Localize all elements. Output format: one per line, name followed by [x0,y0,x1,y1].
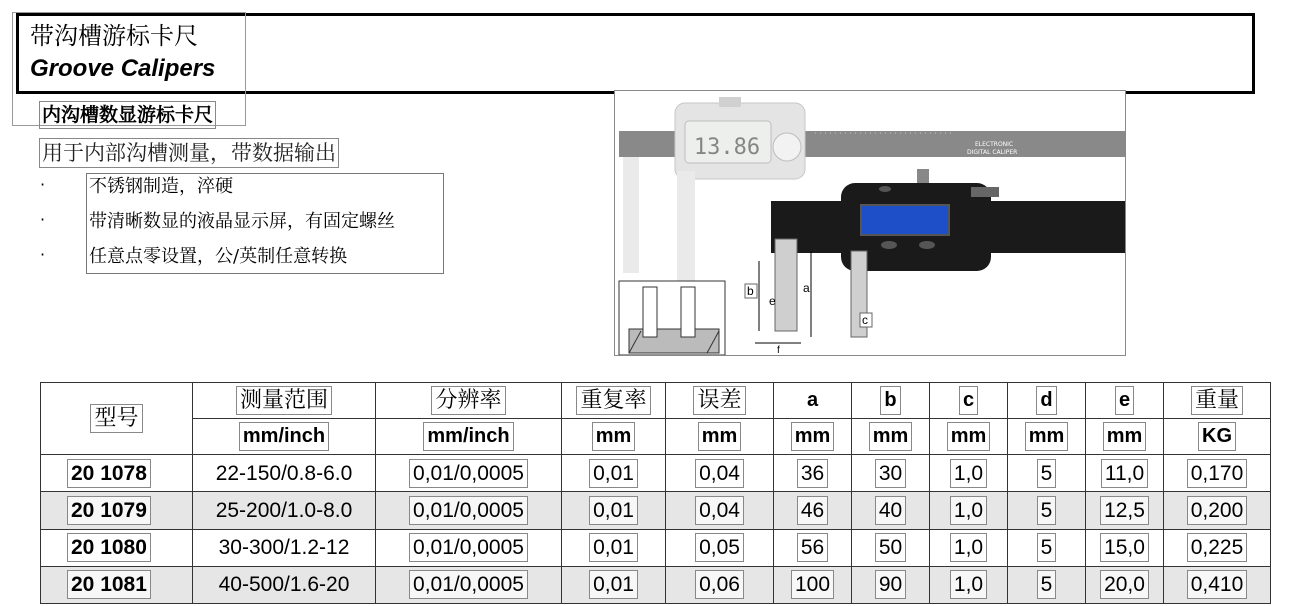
feature-text: 不锈钢制造，淬硬 [89,176,233,197]
lock-screw [917,169,929,183]
header-repeatability: 重复率 [562,383,666,419]
unit-repeatability: mm [562,419,666,455]
cell-repeatability: 0,01 [562,566,666,603]
cell-b: 30 [852,455,930,492]
header-a: a [774,383,852,419]
unit-range: mm/inch [193,419,376,455]
table-unit-row [41,419,1271,455]
cell-range: 25-200/1.0-8.0 [193,492,376,529]
cell-d: 5 [1008,492,1086,529]
cell-e: 12,5 [1086,492,1164,529]
cell-e: 20,0 [1086,566,1164,603]
groove-inset [619,281,725,355]
table-row [41,566,1271,603]
table-header-row [41,383,1271,419]
feature-text: 带清晰数显的液晶显示屏，有固定螺丝 [89,211,395,232]
cell-model: 20 1078 [41,455,193,492]
cell-resolution: 0,01/0,0005 [376,492,562,529]
dim-label-c: c [862,313,868,327]
cell-repeatability: 0,01 [562,492,666,529]
cell-e: 15,0 [1086,529,1164,566]
cell-range: 22-150/0.8-6.0 [193,455,376,492]
feature-item [40,208,445,240]
unit-b: mm [852,419,930,455]
cell-c: 1,0 [930,455,1008,492]
cell-b: 90 [852,566,930,603]
caliper-drawing [745,169,1126,356]
unit-a: mm [774,419,852,455]
feature-item [40,173,445,205]
header-range: 测量范围 [193,383,376,419]
scale-text-1: ELECTRONIC [975,141,1014,148]
unit-error: mm [666,419,774,455]
cell-d: 5 [1008,566,1086,603]
cell-b: 50 [852,529,930,566]
table-row [41,455,1271,492]
page-title-chinese: 带沟槽游标卡尺 [30,22,198,50]
header-d: d [1008,383,1086,419]
caliper-illustration [615,91,1126,356]
dim-label-f: f [777,345,780,356]
dim-label-e: e [769,294,776,308]
cell-range: 30-300/1.2-12 [193,529,376,566]
cell-a: 100 [774,566,852,603]
unit-weight: KG [1164,419,1271,455]
unit-d: mm [1008,419,1086,455]
product-subtitle: 内沟槽数显游标卡尺 [39,101,216,129]
header-e: e [1086,383,1164,419]
spec-table [40,382,1271,604]
cell-e: 11,0 [1086,455,1164,492]
table-row [41,529,1271,566]
table-row [41,492,1271,529]
dim-label-a: a [803,281,810,295]
cell-error: 0,06 [666,566,774,603]
cell-weight: 0,200 [1164,492,1271,529]
product-image [614,90,1126,356]
cell-resolution: 0,01/0,0005 [376,529,562,566]
unit-e: mm [1086,419,1164,455]
cell-model: 20 1079 [41,492,193,529]
cell-resolution: 0,01/0,0005 [376,566,562,603]
header-resolution: 分辨率 [376,383,562,419]
bullet: · [40,175,46,194]
cell-c: 1,0 [930,529,1008,566]
cell-weight: 0,225 [1164,529,1271,566]
cell-weight: 0,410 [1164,566,1271,603]
cell-error: 0,04 [666,455,774,492]
cell-model: 20 1080 [41,529,193,566]
cell-repeatability: 0,01 [562,529,666,566]
bullet: · [40,245,46,264]
cell-a: 56 [774,529,852,566]
cell-c: 1,0 [930,492,1008,529]
cell-a: 36 [774,455,852,492]
scale-text-2: DIGITAL CALIPER [967,149,1018,156]
bullet: · [40,210,46,229]
feature-item [40,243,445,275]
header-model: 型号 [41,383,193,455]
feature-text: 任意点零设置，公/英制任意转换 [89,246,348,267]
cell-weight: 0,170 [1164,455,1271,492]
cell-d: 5 [1008,529,1086,566]
cell-error: 0,05 [666,529,774,566]
cell-repeatability: 0,01 [562,455,666,492]
cell-model: 20 1081 [41,566,193,603]
unit-resolution: mm/inch [376,419,562,455]
lcd-reading-faded: 13.86 [693,135,761,160]
header-weight: 重量 [1164,383,1271,419]
page-title-english: Groove Calipers [30,55,216,82]
product-description: 用于内部沟槽测量，带数据输出 [39,138,339,168]
dim-label-b: b [747,284,754,298]
cell-d: 5 [1008,455,1086,492]
cell-range: 40-500/1.6-20 [193,566,376,603]
header-b: b [852,383,930,419]
cell-b: 40 [852,492,930,529]
header-error: 误差 [666,383,774,419]
lcd-display [861,205,949,235]
header-c: c [930,383,1008,419]
unit-c: mm [930,419,1008,455]
cell-c: 1,0 [930,566,1008,603]
cell-error: 0,04 [666,492,774,529]
cell-resolution: 0,01/0,0005 [376,455,562,492]
cell-a: 46 [774,492,852,529]
